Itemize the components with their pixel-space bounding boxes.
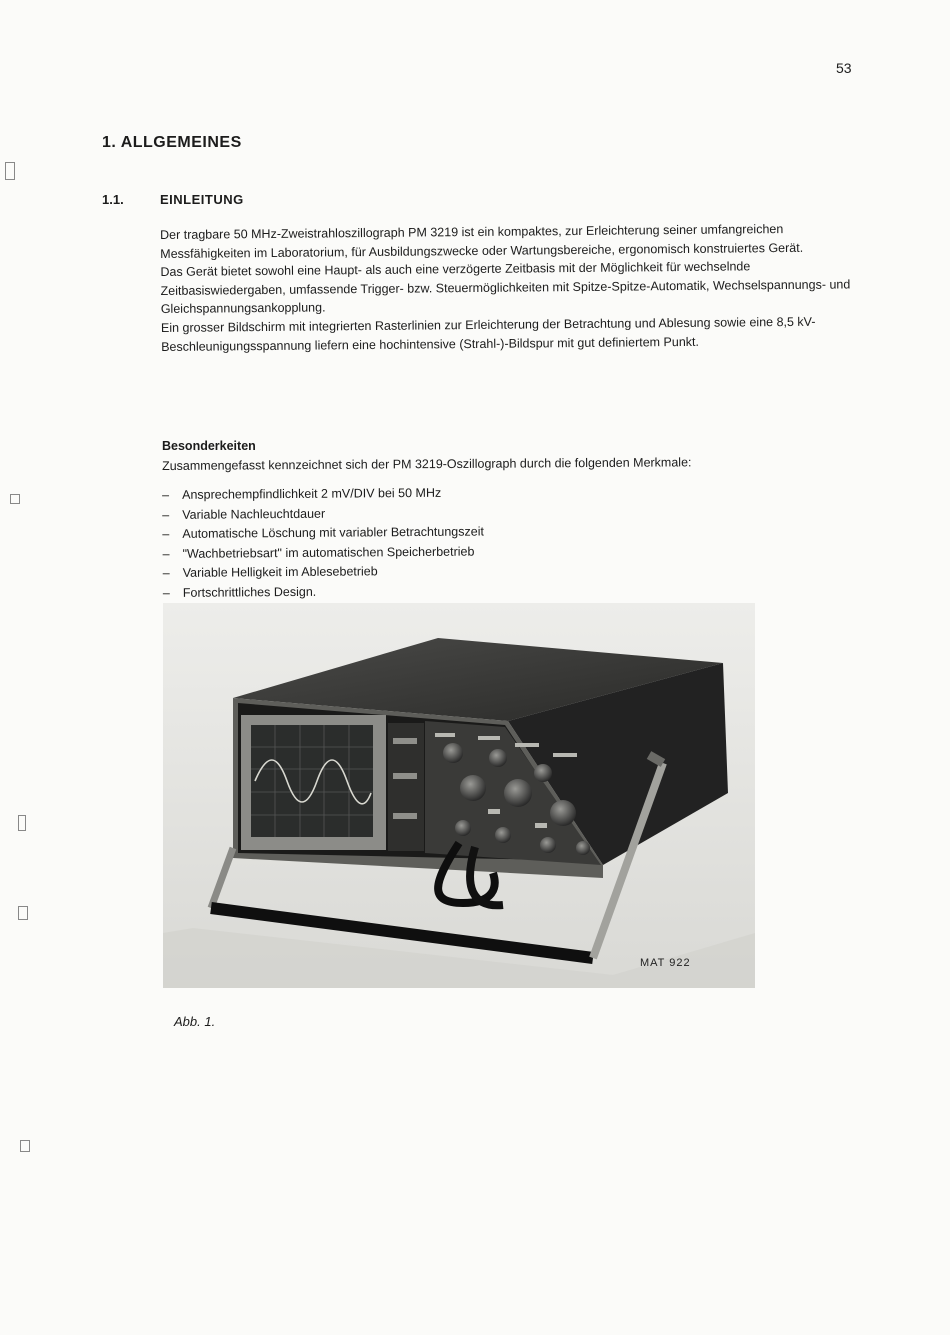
- list-item-text: Variable Helligkeit im Ablesebetrieb: [182, 564, 378, 580]
- list-item: [163, 581, 485, 603]
- section-title: EINLEITUNG: [160, 192, 244, 207]
- features-lead: Zusammengefasst kennzeichnet sich der PM 3219-Oszillograph durch die folgenden Merkmale:: [162, 455, 692, 473]
- list-item-text: "Wachbetriebsart" im automatischen Speicherbetrieb: [182, 544, 475, 561]
- list-item: [162, 483, 484, 505]
- oscilloscope-photo: [163, 603, 755, 988]
- list-item: [162, 542, 484, 564]
- features-heading: Besonderkeiten: [162, 439, 256, 453]
- intro-paragraph: Der tragbare 50 MHz-Zweistrahloszillograph PM 3219 ist ein kompaktes, zur Erleichterung seiner umfangreichen Messfähigkeiten im Laboratorium, für Ausbildungszwecke oder Wartungsbereiche, ergonomisch konstruiertes Gerät.: [160, 222, 804, 261]
- binding-mark: [18, 906, 28, 920]
- list-item: [162, 522, 484, 544]
- list-dash: –: [162, 507, 170, 522]
- list-item: [162, 503, 484, 525]
- intro-paragraph: Ein grosser Bildschirm mit integrierten Rasterlinien zur Erleichterung der Betrachtung und Ablesung sowie eine 8,5 kV-Beschleunigungsspannung liefern eine hochintensive (Strahl-)-Bildspur mit gut definiertem Punkt.: [160, 314, 816, 354]
- intro-text: [160, 219, 861, 356]
- binding-mark: [10, 494, 20, 504]
- list-dash: –: [162, 585, 170, 600]
- chapter-heading: 1. ALLGEMEINES: [102, 134, 242, 151]
- page-number: 53: [836, 60, 852, 76]
- binding-mark: [5, 162, 15, 180]
- figure-label: MAT 922: [640, 957, 691, 969]
- intro-paragraph: Das Gerät bietet sowohl eine Haupt- als auch eine verzögerte Zeitbasis mit der Möglichkeit für wechselnde Zeitbasiswiedergaben, umfassende Trigger- bzw. Steuermöglichkeiten mit Spitze-Spitze-Automatik, Wechselspannungs- und Gleichspannungsankopplung.: [160, 259, 851, 317]
- oscilloscope-illustration: [163, 603, 755, 988]
- list-dash: –: [162, 526, 170, 541]
- list-item-text: Fortschrittliches Design.: [182, 584, 317, 600]
- figure-caption: Abb. 1.: [174, 1014, 216, 1029]
- list-dash: –: [162, 565, 170, 580]
- list-dash: –: [162, 487, 170, 502]
- features-list: [162, 483, 484, 603]
- list-item-text: Ansprechempfindlichkeit 2 mV/DIV bei 50 MHz: [182, 485, 442, 502]
- list-dash: –: [162, 546, 170, 561]
- list-item: [163, 561, 485, 583]
- binding-mark: [18, 815, 26, 831]
- binding-mark: [20, 1140, 30, 1152]
- list-item-text: Variable Nachleuchtdauer: [182, 506, 326, 522]
- section-number: 1.1.: [102, 192, 124, 207]
- list-item-text: Automatische Löschung mit variabler Betrachtungszeit: [182, 524, 484, 541]
